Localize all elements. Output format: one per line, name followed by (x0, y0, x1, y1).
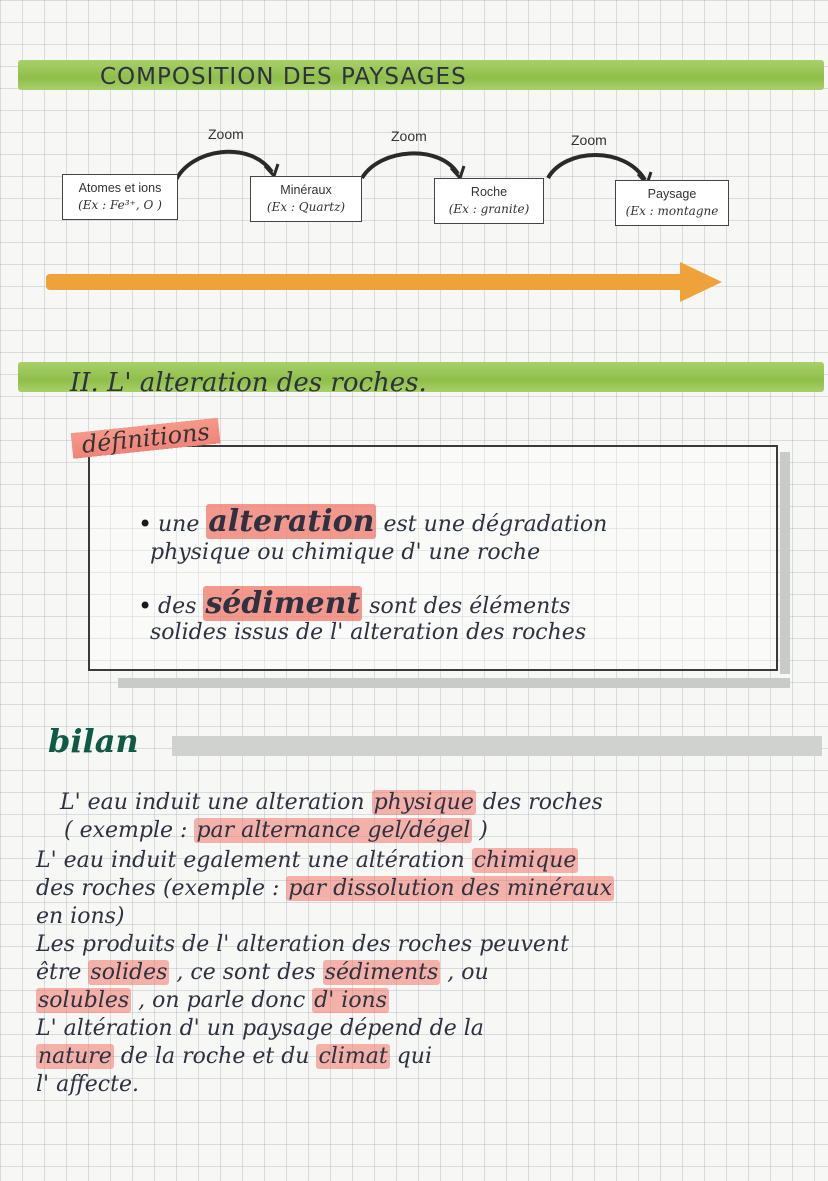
bilan-l7b: solides (90, 960, 168, 985)
definitions-shadow-right (780, 452, 790, 674)
bilan-l4b: par dissolution des minéraux (288, 876, 613, 901)
bilan-l1a: L' eau induit une alteration (60, 790, 365, 815)
bilan-l1c: des roches (482, 790, 603, 815)
bilan-l7d: sédiments (324, 960, 439, 985)
box-roche-name: Roche (470, 185, 508, 199)
definition-1-pre: une (158, 512, 200, 537)
bilan-l1b: physique (373, 790, 474, 815)
bilan-l2a: ( exemple : (64, 818, 188, 843)
bilan-l2c: ) (479, 818, 488, 843)
bilan-l3a: L' eau induit egalement une altération (36, 848, 465, 873)
bilan-line-1 (60, 790, 603, 815)
bilan-l7c: , ce sont des (176, 960, 316, 985)
bilan-l8b: , on parle donc (138, 988, 306, 1013)
box-atomes (62, 174, 178, 220)
definition-bullet-1: • (138, 510, 153, 538)
box-mineraux-name: Minéraux (280, 183, 332, 197)
bilan-l10b: de la roche et du (120, 1044, 310, 1069)
bilan-l7e: , ou (447, 960, 489, 985)
bilan-line-8 (36, 988, 389, 1013)
section-title-composition: COMPOSITION DES PAYSAGES (100, 64, 467, 90)
definition-1-line-1 (158, 504, 607, 539)
bilan-l10d: qui (396, 1044, 432, 1069)
definition-2-pre: des (158, 594, 197, 619)
definitions-tag: définitions (70, 415, 221, 462)
box-paysage-example: (Ex : montagne (625, 204, 719, 218)
bilan-line-2 (64, 818, 488, 843)
zoom-label-3: Zoom (571, 132, 607, 148)
bilan-line-9: L' altération d' un paysage dépend de la (36, 1016, 484, 1041)
bilan-line-6: Les produits de l' alteration des roches peuvent (36, 932, 569, 957)
zoom-label-2: Zoom (391, 128, 427, 144)
box-mineraux (250, 176, 362, 222)
definition-bullet-2: • (138, 592, 153, 620)
bilan-l10a: nature (38, 1044, 112, 1069)
bilan-line-10 (36, 1044, 432, 1069)
definitions-shadow-bottom (118, 678, 790, 688)
box-roche (434, 178, 544, 224)
definition-2-line-2: solides issus de l' alteration des roches (150, 620, 587, 645)
bilan-bar (172, 736, 822, 756)
definition-1-line-2: physique ou chimique d' une roche (150, 540, 541, 565)
box-atomes-name: Atomes et ions (78, 181, 162, 195)
section-title-alteration: II. L' alteration des roches. (70, 368, 427, 398)
bilan-l8a: solubles (38, 988, 130, 1013)
zoom-label-1: Zoom (208, 126, 244, 142)
definition-1-term: alteration (208, 504, 375, 539)
definition-1-post: est une dégradation (383, 512, 608, 537)
scale-arrow (40, 260, 730, 306)
bilan-l10c: climat (318, 1044, 388, 1069)
box-roche-example: (Ex : granite) (448, 202, 530, 216)
bilan-l2b: par alternance gel/dégel (196, 818, 471, 843)
bilan-line-7 (36, 960, 489, 985)
bilan-l4a: des roches (exemple : (36, 876, 280, 901)
definition-2-post: sont des éléments (369, 594, 571, 619)
bilan-line-5: en ions) (36, 904, 125, 929)
box-atomes-example: (Ex : Fe³⁺, O ) (78, 198, 162, 212)
bilan-l8c: d' ions (314, 988, 388, 1013)
bilan-line-3 (36, 848, 578, 873)
bilan-line-11: l' affecte. (36, 1072, 139, 1097)
box-mineraux-example: (Ex : Quartz) (266, 200, 346, 214)
box-paysage-name: Paysage (647, 187, 697, 201)
bilan-l7a: être (36, 960, 82, 985)
bilan-line-4 (36, 876, 614, 901)
box-paysage (615, 180, 729, 226)
bilan-l3b: chimique (473, 848, 577, 873)
definition-2-line-1 (158, 586, 570, 621)
bilan-title: bilan (48, 722, 139, 760)
definition-2-term: sédiment (205, 586, 361, 621)
